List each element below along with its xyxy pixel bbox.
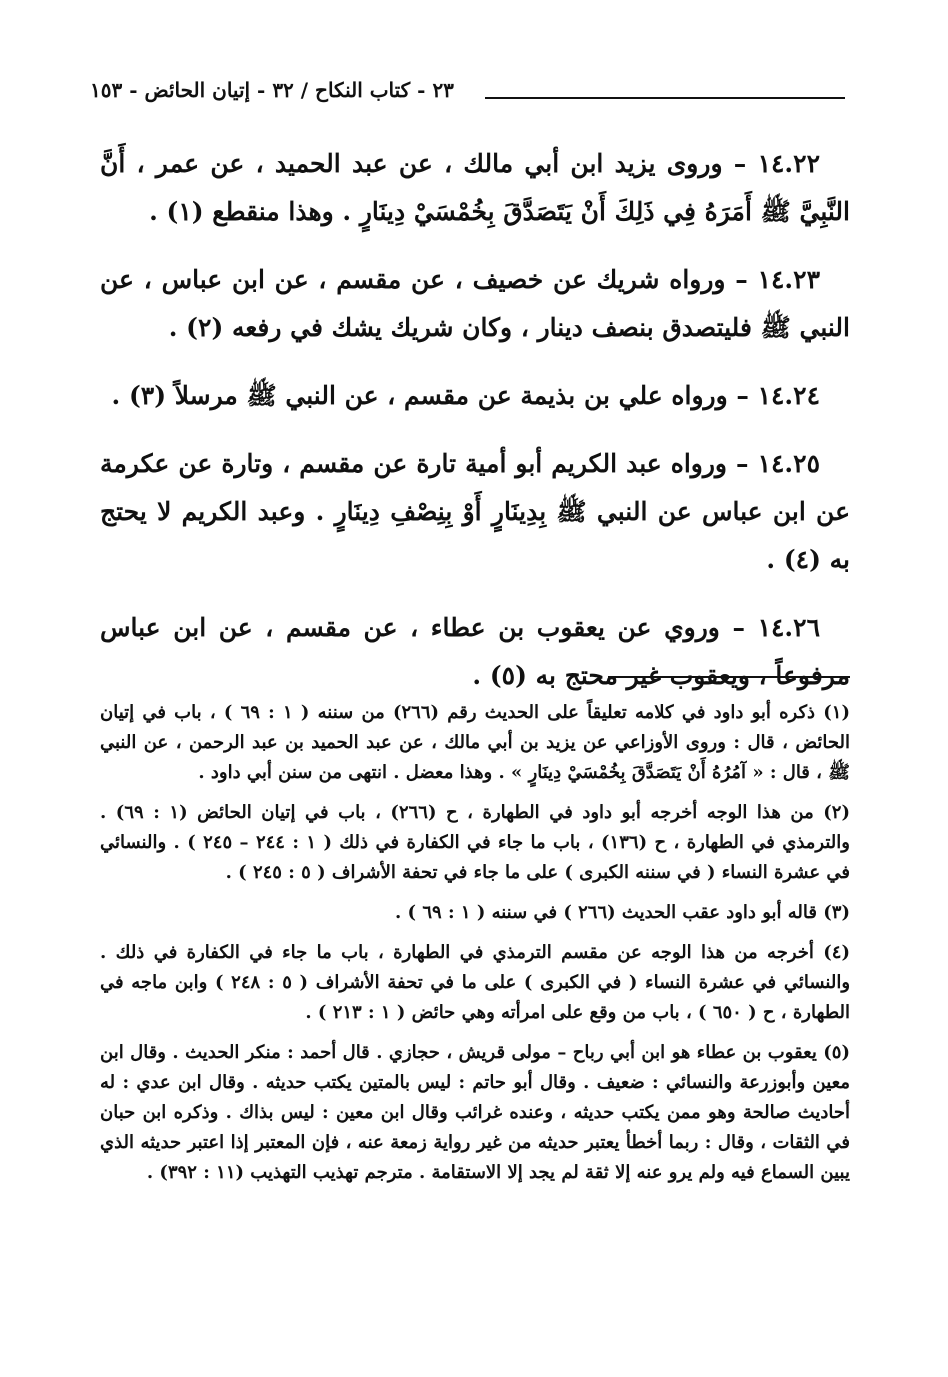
paragraph-14-25: ١٤.٢٥ – ورواه عبد الكريم أبو أمية تارة عن مقسم ، وتارة عن عكرمة عن ابن عباس عن النبي ﷺ بِدِينَارٍ أَوْ بِنِصْفِ دِينَارٍ . وعبد الكريم لا يحتج به (٤) . — [100, 449, 850, 574]
main-text — [100, 140, 850, 720]
footnote-5: (٥) يعقوب بن عطاء هو ابن أبي رباح – مولى قريش ، حجازي . قال أحمد : منكر الحديث . وقال ابن معين وأبوزرعة والنسائي : ضعيف . وقال أبو حاتم : ليس بالمتين يكتب حديثه . وقال ابن عدي : له أحاديث صالحة وهو ممن يكتب حديثه ، وعنده غرائب وقال ابن معين : ليس بذاك . وذكره ابن حبان في الثقات ، وقال : ربما أخطأ يعتبر حديثه من غير رواية زمعة عنه ، فإن المعتبر إذا اعتبر حديثه الذي يبين السماع فيه ولم يرو عنه إلا ثقة لم يجد إلا الاستقامة . مترجم تهذيب التهذيب (١١ : ٣٩٢) . — [100, 1042, 850, 1183]
footnote-3: (٣) قاله أبو داود عقب الحديث (٢٦٦ ) في سننه ( ١ : ٦٩ ) . — [395, 902, 850, 923]
paragraph-14-26: ١٤.٢٦ – وروي عن يعقوب بن عطاء ، عن مقسم ، عن ابن عباس مرفوعاً ، ويعقوب غير محتج به (٥) . — [100, 613, 850, 690]
paragraph-14-23: ١٤.٢٣ – ورواه شريك عن خصيف ، عن مقسم ، عن ابن عباس ، عن النبي ﷺ فليتصدق بنصف دينار ، وكان شريك يشك في رفعه (٢) . — [100, 265, 850, 342]
page-header — [90, 68, 845, 118]
paragraph-14-22: ١٤.٢٢ – وروى يزيد ابن أبي مالك ، عن عبد الحميد ، عن عمر ، أَنَّ النَّبِيَّ ﷺ أَمَرَهُ فِي ذَلِكَ أَنْ يَتَصَدَّقَ بِخُمْسَيْ دِينَارٍ . وهذا منقطع (١) . — [100, 149, 850, 226]
paragraph-14-24: ١٤.٢٤ – ورواه علي بن بذيمة عن مقسم ، عن النبي ﷺ مرسلاً (٣) . — [111, 381, 820, 410]
footnotes — [100, 698, 850, 1198]
footnote-4: (٤) أخرجه من هذا الوجه عن مقسم الترمذي في الطهارة ، باب ما جاء في الكفارة في ذلك . والنسائي في عشرة النساء ( في الكبرى ) على ما في تحفة الأشراف ( ٥ : ٢٤٨ ) وابن ماجه في الطهارة ، ح ( ٦٥٠ ) ، باب من وقع على امرأته وهي حائض ( ١ : ٢١٣ ) . — [100, 942, 851, 1023]
running-title: ٢٣ - كتاب النكاح / ٣٢ - إتيان الحائض - ١٥٣ — [90, 78, 454, 102]
header-rule — [485, 97, 845, 99]
footnote-1: (١) ذكره أبو داود في كلامه تعليقاً على الحديث رقم (٢٦٦) من سننه ( ١ : ٦٩ ) ، باب في إتيان الحائض ، قال : وروى الأوزاعي عن يزيد بن أبي مالك ، عن عبد الحميد بن عبد الرحمن ، عن النبي ﷺ ، قال : « آمُرُهُ أَنْ يَتَصَدَّقَ بِخُمْسَيْ دِينَارٍ » . وهذا معضل . انتهى من سنن أبي داود . — [100, 702, 850, 783]
footnote-separator — [608, 676, 850, 678]
footnote-2: (٢) من هذا الوجه أخرجه أبو داود في الطهارة ، ح (٢٦٦) ، باب في إتيان الحائض (١ : ٦٩) . والترمذي في الطهارة ، ح (١٣٦) ، باب ما جاء في الكفارة في ذلك ( ١ : ٢٤٤ – ٢٤٥ ) . والنسائي في عشرة النساء ( في سننه الكبرى ) على ما جاء في تحفة الأشراف ( ٥ : ٢٤٥ ) . — [100, 802, 850, 883]
